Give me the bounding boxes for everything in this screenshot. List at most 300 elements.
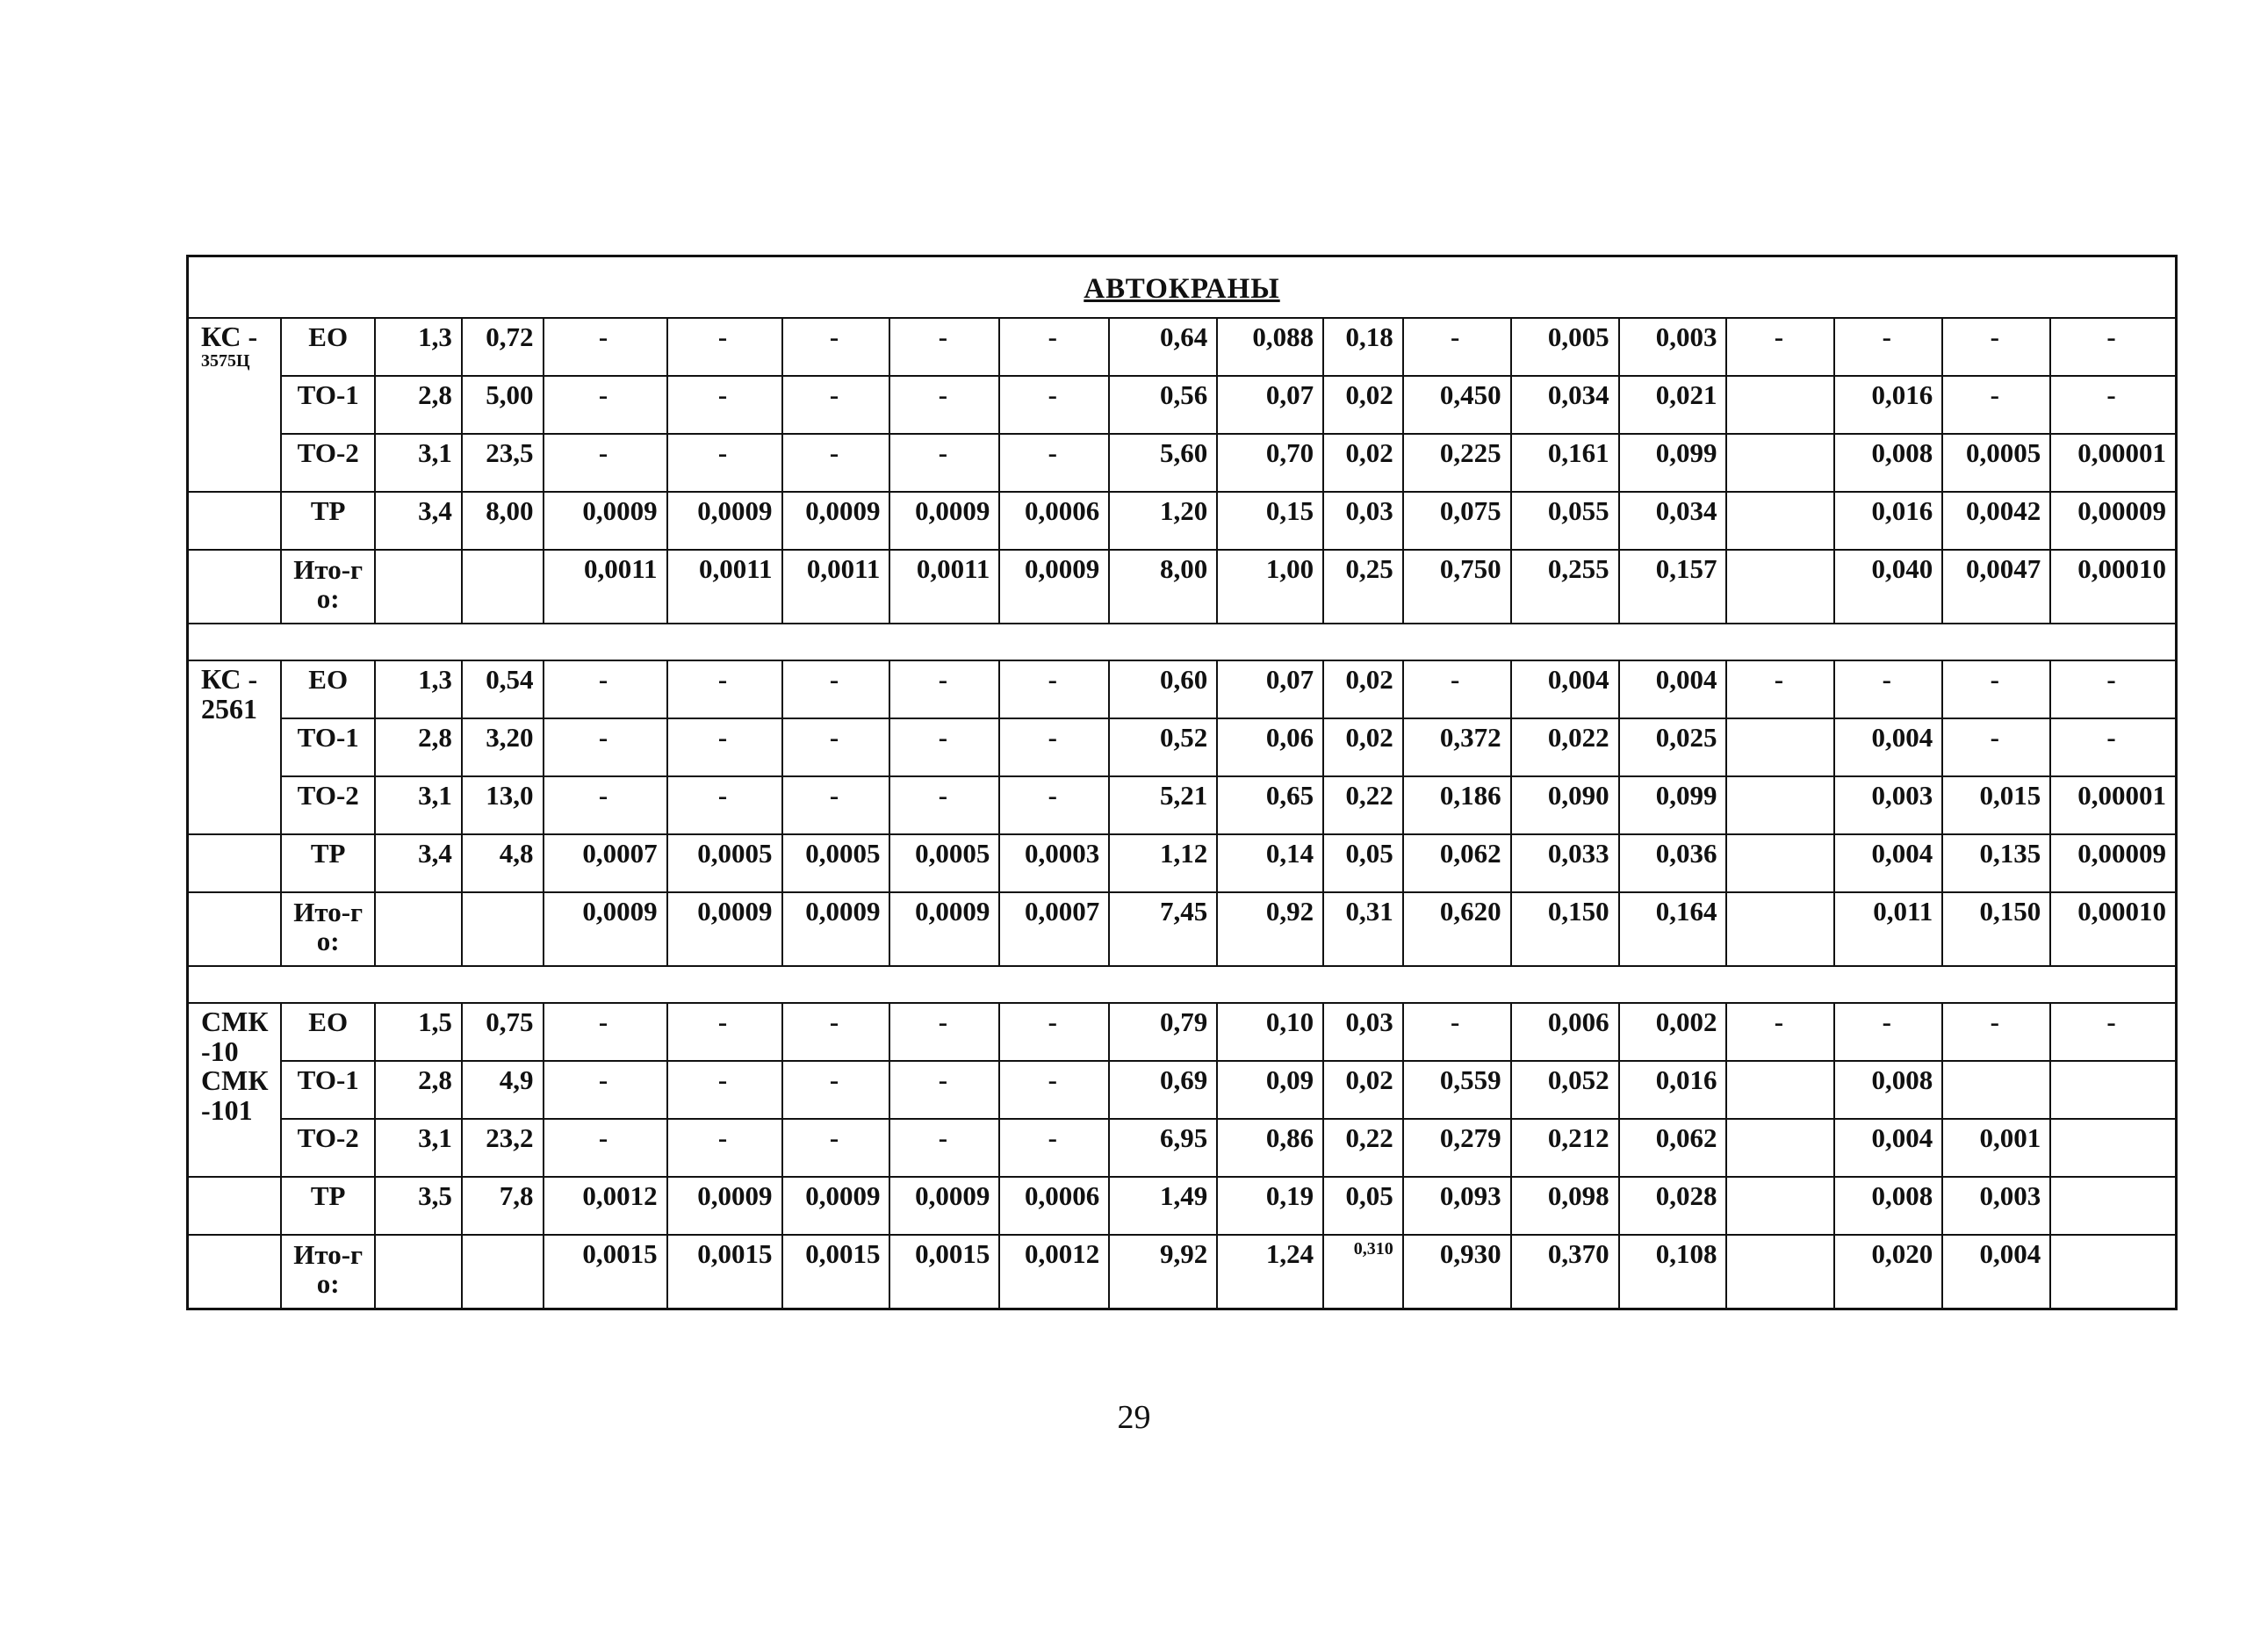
value-cell: 0,0006	[999, 1177, 1109, 1235]
value-cell: 0,0009	[667, 492, 782, 550]
table-row	[188, 1061, 2177, 1119]
value-cell: 0,028	[1619, 1177, 1727, 1235]
value-cell: 0,70	[1217, 434, 1323, 492]
value-cell: -	[1726, 1003, 1834, 1061]
value-cell: 0,225	[1403, 434, 1511, 492]
value-cell: 0,07	[1217, 376, 1323, 434]
value-cell: 0,52	[1109, 718, 1217, 776]
value-cell: 0,620	[1403, 892, 1511, 966]
maintenance-type: ТО-1	[281, 718, 375, 776]
value-cell: 0,09	[1217, 1061, 1323, 1119]
machine-model-cell	[188, 1177, 282, 1235]
value-cell: 0,00001	[2050, 434, 2176, 492]
value-cell: 0,015	[1942, 776, 2050, 834]
value-cell: -	[2050, 318, 2176, 376]
table-row	[188, 892, 2177, 966]
value-cell: 0,03	[1323, 1003, 1403, 1061]
value-cell	[375, 892, 462, 966]
value-cell: -	[782, 1119, 890, 1177]
value-cell: -	[1834, 1003, 1942, 1061]
value-cell: -	[2050, 660, 2176, 718]
value-cell: 6,95	[1109, 1119, 1217, 1177]
value-cell: 0,450	[1403, 376, 1511, 434]
value-cell: 0,025	[1619, 718, 1727, 776]
value-cell: -	[667, 1003, 782, 1061]
value-cell: 7,8	[462, 1177, 544, 1235]
value-cell: 9,92	[1109, 1235, 1217, 1309]
value-cell: 0,00010	[2050, 892, 2176, 966]
value-cell: 0,22	[1323, 776, 1403, 834]
value-cell: 0,099	[1619, 776, 1727, 834]
value-cell: 0,212	[1511, 1119, 1619, 1177]
table-row	[188, 1235, 2177, 1309]
value-cell: 0,0011	[544, 550, 667, 624]
value-cell: -	[782, 318, 890, 376]
value-cell: 0,06	[1217, 718, 1323, 776]
value-cell: 0,0009	[782, 892, 890, 966]
spacer-cell	[188, 966, 2177, 1003]
value-cell: 0,016	[1619, 1061, 1727, 1119]
value-cell: -	[667, 1061, 782, 1119]
value-cell: 4,8	[462, 834, 544, 892]
value-cell: 0,0009	[889, 492, 999, 550]
value-cell: 0,02	[1323, 660, 1403, 718]
value-cell: 1,3	[375, 660, 462, 718]
value-cell: 0,930	[1403, 1235, 1511, 1309]
value-cell: -	[782, 718, 890, 776]
value-cell: 0,15	[1217, 492, 1323, 550]
value-cell: 0,003	[1942, 1177, 2050, 1235]
table-row	[188, 434, 2177, 492]
value-cell: 0,0012	[999, 1235, 1109, 1309]
value-cell: 1,49	[1109, 1177, 1217, 1235]
value-cell: 0,006	[1511, 1003, 1619, 1061]
value-cell: -	[2050, 1003, 2176, 1061]
machine-model-cell	[188, 892, 282, 966]
maintenance-type: ТО-1	[281, 1061, 375, 1119]
value-cell: 3,1	[375, 434, 462, 492]
value-cell: 0,021	[1619, 376, 1727, 434]
value-cell: 0,72	[462, 318, 544, 376]
value-cell: -	[544, 434, 667, 492]
value-cell: 0,062	[1619, 1119, 1727, 1177]
value-cell	[1726, 718, 1834, 776]
value-cell: 0,0015	[782, 1235, 890, 1309]
machine-model-sub: 3575Ц	[201, 350, 250, 371]
value-cell: -	[2050, 718, 2176, 776]
value-cell: -	[999, 1003, 1109, 1061]
value-cell	[1726, 376, 1834, 434]
value-cell: 0,92	[1217, 892, 1323, 966]
machine-model: КС -	[201, 663, 258, 695]
value-cell: 0,0006	[999, 492, 1109, 550]
value-cell: -	[999, 434, 1109, 492]
table-row	[188, 492, 2177, 550]
value-cell: 0,07	[1217, 660, 1323, 718]
value-cell: 0,090	[1511, 776, 1619, 834]
value-cell: 0,150	[1942, 892, 2050, 966]
value-cell: 0,004	[1942, 1235, 2050, 1309]
value-cell: -	[667, 776, 782, 834]
value-cell: -	[999, 376, 1109, 434]
maintenance-type: ТР	[281, 834, 375, 892]
table-row	[188, 1003, 2177, 1061]
maintenance-type: Ито-го:	[281, 550, 375, 624]
table-row	[188, 550, 2177, 624]
value-cell: -	[999, 1119, 1109, 1177]
value-cell	[1726, 892, 1834, 966]
value-cell	[462, 1235, 544, 1309]
value-cell: 0,0009	[999, 550, 1109, 624]
value-cell: 0,18	[1323, 318, 1403, 376]
value-cell: 0,008	[1834, 1177, 1942, 1235]
value-cell: -	[2050, 376, 2176, 434]
value-cell: 0,075	[1403, 492, 1511, 550]
value-cell: 0,0005	[889, 834, 999, 892]
value-cell: 3,1	[375, 1119, 462, 1177]
value-cell	[375, 1235, 462, 1309]
value-cell: 7,45	[1109, 892, 1217, 966]
value-cell: 0,255	[1511, 550, 1619, 624]
value-cell: -	[1942, 1003, 2050, 1061]
value-cell: -	[667, 376, 782, 434]
value-cell: -	[544, 376, 667, 434]
value-cell: 0,00009	[2050, 834, 2176, 892]
value-cell: 0,135	[1942, 834, 2050, 892]
value-cell: -	[889, 376, 999, 434]
value-cell: -	[544, 1119, 667, 1177]
value-cell: 0,19	[1217, 1177, 1323, 1235]
machine-model-cell	[188, 318, 282, 492]
value-cell: 0,75	[462, 1003, 544, 1061]
table-row	[188, 1119, 2177, 1177]
value-cell: 0,310	[1323, 1235, 1403, 1309]
value-cell: 0,60	[1109, 660, 1217, 718]
value-cell: -	[667, 1119, 782, 1177]
value-cell: -	[782, 1003, 890, 1061]
value-cell	[1726, 1061, 1834, 1119]
machine-model: КС -	[201, 321, 258, 352]
page-number: 29	[1117, 1399, 1151, 1436]
value-cell: 0,0009	[667, 1177, 782, 1235]
machine-model-cell	[188, 660, 282, 834]
value-cell	[2050, 1119, 2176, 1177]
value-cell: -	[999, 1061, 1109, 1119]
value-cell: 0,0007	[544, 834, 667, 892]
value-cell: 0,10	[1217, 1003, 1323, 1061]
value-cell: 0,02	[1323, 718, 1403, 776]
value-cell: 0,31	[1323, 892, 1403, 966]
machine-model: СМК -10 СМК -101	[201, 1006, 269, 1126]
value-cell: -	[782, 376, 890, 434]
value-cell: 1,5	[375, 1003, 462, 1061]
value-cell: 5,60	[1109, 434, 1217, 492]
table-row	[188, 660, 2177, 718]
value-cell: 0,002	[1619, 1003, 1727, 1061]
maintenance-type: ТО-2	[281, 434, 375, 492]
value-cell: 0,161	[1511, 434, 1619, 492]
value-cell: 0,0011	[782, 550, 890, 624]
value-cell: 0,088	[1217, 318, 1323, 376]
value-cell: -	[782, 1061, 890, 1119]
value-cell: 0,016	[1834, 492, 1942, 550]
value-cell	[375, 550, 462, 624]
value-cell: -	[889, 434, 999, 492]
value-cell: -	[1942, 718, 2050, 776]
value-cell: -	[889, 1061, 999, 1119]
value-cell: 0,003	[1619, 318, 1727, 376]
value-cell: 0,036	[1619, 834, 1727, 892]
value-cell: 0,150	[1511, 892, 1619, 966]
maintenance-type: ЕО	[281, 318, 375, 376]
value-cell: 0,004	[1834, 1119, 1942, 1177]
value-cell: 0,004	[1511, 660, 1619, 718]
value-cell: 1,20	[1109, 492, 1217, 550]
value-cell: 8,00	[1109, 550, 1217, 624]
value-cell: 0,034	[1619, 492, 1727, 550]
value-cell: 0,05	[1323, 834, 1403, 892]
value-cell: -	[999, 776, 1109, 834]
value-cell	[1726, 1119, 1834, 1177]
value-cell: -	[889, 660, 999, 718]
value-cell: 3,5	[375, 1177, 462, 1235]
value-cell: 4,9	[462, 1061, 544, 1119]
value-cell: 0,0015	[889, 1235, 999, 1309]
value-cell	[2050, 1177, 2176, 1235]
value-cell: -	[667, 718, 782, 776]
value-cell: 0,0009	[544, 892, 667, 966]
value-cell: -	[544, 718, 667, 776]
value-cell	[462, 892, 544, 966]
value-cell: 0,372	[1403, 718, 1511, 776]
machine-model-cell	[188, 834, 282, 892]
value-cell: 0,157	[1619, 550, 1727, 624]
maintenance-type: ТО-2	[281, 776, 375, 834]
value-cell	[1726, 1235, 1834, 1309]
value-cell: 3,1	[375, 776, 462, 834]
value-cell: -	[1403, 318, 1511, 376]
value-cell: 0,055	[1511, 492, 1619, 550]
value-cell: -	[1403, 1003, 1511, 1061]
maintenance-type: ЕО	[281, 1003, 375, 1061]
value-cell	[1726, 1177, 1834, 1235]
value-cell: 0,040	[1834, 550, 1942, 624]
value-cell: 0,186	[1403, 776, 1511, 834]
value-cell: 0,02	[1323, 434, 1403, 492]
value-cell: 0,011	[1834, 892, 1942, 966]
value-cell: 0,02	[1323, 376, 1403, 434]
value-cell: -	[1942, 318, 2050, 376]
value-cell: 0,005	[1511, 318, 1619, 376]
value-cell: -	[999, 318, 1109, 376]
value-cell	[1942, 1061, 2050, 1119]
value-cell: 0,00009	[2050, 492, 2176, 550]
value-cell: -	[667, 660, 782, 718]
value-cell	[1726, 492, 1834, 550]
value-cell: 1,24	[1217, 1235, 1323, 1309]
value-cell: -	[1726, 318, 1834, 376]
value-cell: -	[1942, 376, 2050, 434]
machine-model-cell	[188, 550, 282, 624]
value-cell: 0,098	[1511, 1177, 1619, 1235]
value-cell: 0,56	[1109, 376, 1217, 434]
value-cell: -	[1834, 660, 1942, 718]
value-cell: -	[782, 434, 890, 492]
value-cell: 0,0042	[1942, 492, 2050, 550]
table-title: АВТОКРАНЫ	[188, 256, 2177, 319]
value-cell: 0,0011	[667, 550, 782, 624]
value-cell: -	[889, 718, 999, 776]
value-cell: 0,279	[1403, 1119, 1511, 1177]
machine-model-cell	[188, 1235, 282, 1309]
value-cell: 0,0009	[544, 492, 667, 550]
value-cell: -	[999, 660, 1109, 718]
value-cell	[1726, 434, 1834, 492]
value-cell: 0,54	[462, 660, 544, 718]
value-cell: 0,034	[1511, 376, 1619, 434]
value-cell: 2,8	[375, 376, 462, 434]
value-cell: 1,3	[375, 318, 462, 376]
value-cell: 0,004	[1619, 660, 1727, 718]
value-cell	[2050, 1061, 2176, 1119]
value-cell: 0,64	[1109, 318, 1217, 376]
group-spacer	[188, 966, 2177, 1003]
maintenance-type: ТР	[281, 1177, 375, 1235]
value-cell: 0,0007	[999, 892, 1109, 966]
maintenance-type: ТО-1	[281, 376, 375, 434]
value-cell: -	[544, 1003, 667, 1061]
value-cell: 0,65	[1217, 776, 1323, 834]
value-cell	[1726, 776, 1834, 834]
maintenance-type: ТР	[281, 492, 375, 550]
value-cell: 0,062	[1403, 834, 1511, 892]
value-cell: 0,0015	[544, 1235, 667, 1309]
value-cell: 0,008	[1834, 1061, 1942, 1119]
value-cell: 0,052	[1511, 1061, 1619, 1119]
value-cell: -	[889, 776, 999, 834]
value-cell: 0,559	[1403, 1061, 1511, 1119]
value-cell: 0,00010	[2050, 550, 2176, 624]
value-cell: 1,12	[1109, 834, 1217, 892]
value-cell: -	[544, 776, 667, 834]
value-cell: 0,022	[1511, 718, 1619, 776]
value-cell: 0,033	[1511, 834, 1619, 892]
value-cell: 0,001	[1942, 1119, 2050, 1177]
value-cell	[2050, 1235, 2176, 1309]
value-cell: -	[889, 1003, 999, 1061]
machine-model-cell	[188, 492, 282, 550]
table-row	[188, 1177, 2177, 1235]
value-cell: 23,2	[462, 1119, 544, 1177]
value-cell: 0,0015	[667, 1235, 782, 1309]
table-row	[188, 318, 2177, 376]
maintenance-type: Ито-го:	[281, 1235, 375, 1309]
crane-maintenance-table	[186, 255, 2178, 1310]
maintenance-type: Ито-го:	[281, 892, 375, 966]
value-cell: 0,0011	[889, 550, 999, 624]
value-cell: 0,0009	[889, 1177, 999, 1235]
value-cell: 0,03	[1323, 492, 1403, 550]
value-cell: 5,00	[462, 376, 544, 434]
value-cell: 2,8	[375, 718, 462, 776]
value-cell: -	[1834, 318, 1942, 376]
group-spacer	[188, 624, 2177, 660]
value-cell: 0,0005	[667, 834, 782, 892]
value-cell: 0,108	[1619, 1235, 1727, 1309]
spacer-cell	[188, 624, 2177, 660]
value-cell: 3,4	[375, 834, 462, 892]
value-cell: -	[1403, 660, 1511, 718]
value-cell: -	[544, 660, 667, 718]
value-cell: 0,003	[1834, 776, 1942, 834]
value-cell: 0,164	[1619, 892, 1727, 966]
value-cell: -	[889, 1119, 999, 1177]
value-cell: 0,004	[1834, 718, 1942, 776]
machine-model-cell	[188, 1003, 282, 1177]
value-cell: 0,0003	[999, 834, 1109, 892]
value-cell: 0,86	[1217, 1119, 1323, 1177]
value-cell: -	[544, 1061, 667, 1119]
value-cell: 0,14	[1217, 834, 1323, 892]
table-row	[188, 718, 2177, 776]
maintenance-type: ТО-2	[281, 1119, 375, 1177]
value-cell: 0,370	[1511, 1235, 1619, 1309]
value-cell: 0,008	[1834, 434, 1942, 492]
value-cell: 0,750	[1403, 550, 1511, 624]
value-cell: 0,093	[1403, 1177, 1511, 1235]
value-cell: -	[782, 660, 890, 718]
value-cell: -	[1942, 660, 2050, 718]
value-cell: -	[782, 776, 890, 834]
value-cell	[1726, 550, 1834, 624]
maintenance-type: ЕО	[281, 660, 375, 718]
value-cell: 0,0009	[782, 492, 890, 550]
value-cell: 5,21	[1109, 776, 1217, 834]
value-cell	[1726, 834, 1834, 892]
value-cell: -	[667, 434, 782, 492]
value-cell: 0,0012	[544, 1177, 667, 1235]
value-cell: 0,099	[1619, 434, 1727, 492]
table-row	[188, 376, 2177, 434]
value-cell: 0,0009	[889, 892, 999, 966]
value-cell: 2,8	[375, 1061, 462, 1119]
value-cell: 8,00	[462, 492, 544, 550]
table-row	[188, 834, 2177, 892]
value-cell: 1,00	[1217, 550, 1323, 624]
value-cell: 0,79	[1109, 1003, 1217, 1061]
value-cell: -	[544, 318, 667, 376]
value-cell: 0,0009	[667, 892, 782, 966]
value-cell: 0,05	[1323, 1177, 1403, 1235]
value-cell: 0,22	[1323, 1119, 1403, 1177]
value-cell: 0,0005	[1942, 434, 2050, 492]
value-cell: 3,20	[462, 718, 544, 776]
value-cell: -	[889, 318, 999, 376]
value-cell: 0,020	[1834, 1235, 1942, 1309]
value-cell: 0,016	[1834, 376, 1942, 434]
value-cell: 13,0	[462, 776, 544, 834]
value-cell: 0,0009	[782, 1177, 890, 1235]
value-cell: 23,5	[462, 434, 544, 492]
value-cell: -	[1726, 660, 1834, 718]
machine-model-sub: 2561	[201, 692, 257, 725]
value-cell	[462, 550, 544, 624]
value-cell: 0,0005	[782, 834, 890, 892]
value-cell: -	[999, 718, 1109, 776]
value-cell: 0,25	[1323, 550, 1403, 624]
value-cell: 0,69	[1109, 1061, 1217, 1119]
value-cell: 0,004	[1834, 834, 1942, 892]
